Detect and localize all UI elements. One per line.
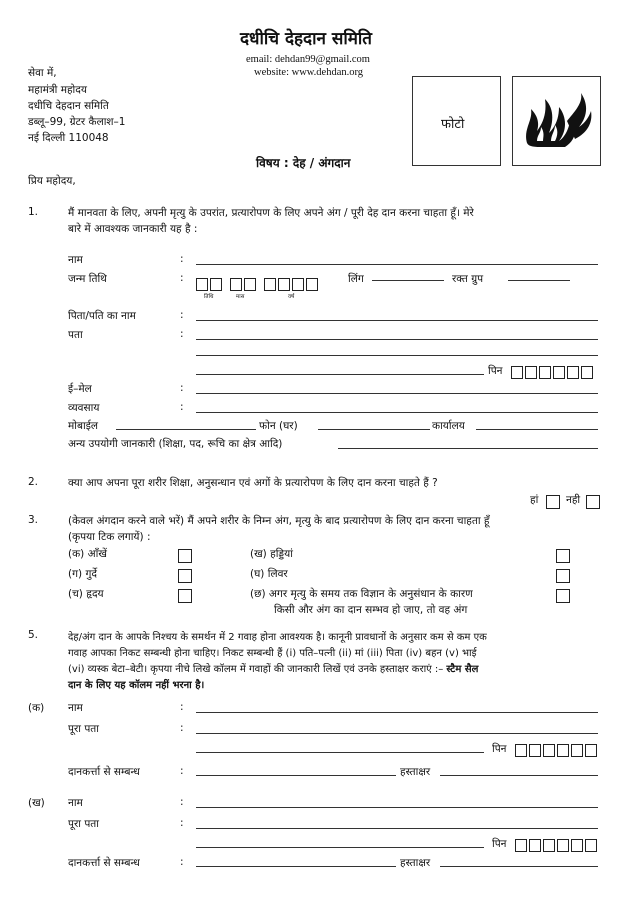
section-5-line-1: देह/अंग दान के आपके निश्चय के समर्थन में 2 गवाह होना आवश्यक है। कानूनी प्रावधानों के अनुसार कम से कम एक	[68, 632, 487, 643]
label-blood-group: रक्त ग्रुप	[452, 273, 484, 285]
pin-box[interactable]	[581, 366, 593, 379]
witness-2-relation-label: दानकर्त्ता से सम्बन्ध	[68, 857, 140, 869]
colon: :	[180, 401, 184, 413]
label-father-husband: पिता/पति का नाम	[68, 310, 136, 322]
label-phone-home: फोन (घर)	[259, 420, 298, 432]
dob-month-box[interactable]	[244, 278, 256, 291]
mobile-field[interactable]	[116, 429, 256, 430]
gender-field[interactable]	[372, 280, 444, 281]
label-email: ई–मेल	[68, 383, 92, 395]
dob-month-caption: मास	[236, 294, 245, 300]
salutation: प्रिय महोदय,	[28, 175, 76, 187]
occupation-field[interactable]	[196, 412, 598, 413]
colon: :	[180, 701, 184, 713]
pin-box[interactable]	[571, 839, 583, 852]
witness-1-relation-label: दानकर्त्ता से सम्बन्ध	[68, 766, 140, 778]
colon: :	[180, 796, 184, 808]
label-pin: पिन	[488, 365, 503, 377]
label-no: नही	[566, 494, 581, 506]
witness-1-signature-label: हस्ताक्षर	[400, 766, 431, 778]
phone-home-field[interactable]	[318, 429, 430, 430]
org-title: दधीचि देहदान समिति	[240, 29, 372, 49]
organ-bones-label: (ख) हड्डियां	[250, 548, 293, 560]
father-name-field[interactable]	[196, 320, 598, 321]
witness-2-address-field-2[interactable]	[196, 847, 484, 848]
colon: :	[180, 382, 184, 394]
photo-label: फोटो	[441, 117, 465, 132]
label-office: कार्यालय	[432, 420, 465, 432]
section-5-line-3-text: (vi) व्यस्क बेटा–बेटी। कृपया नीचे लिखे कॉलम में गवाहों की जानकारी लिखें एवं उनके हस्ताक्षर कराएं :–	[68, 664, 447, 675]
pin-box[interactable]	[543, 744, 555, 757]
org-website: website: www.dehdan.org	[254, 67, 364, 78]
section-3-text-1: (केवल अंगदान करने वाले भरें) मैं अपने शरीर के निम्न अंग, मृत्यु के बाद प्रत्यारोपण के लिए दान करना चाहता हूँ	[68, 515, 490, 527]
section-2-number: 2.	[28, 476, 39, 488]
section-1-text-1: मैं मानवता के लिए, अपनी मृत्यु के उपरांत, प्रत्यारोपण के लिए अपने अंग / पूरी देह दान करना चाहता हूँ। मेरे	[68, 207, 474, 219]
address-line-3: दधीचि देहदान समिति	[28, 100, 109, 112]
pin-box[interactable]	[539, 366, 551, 379]
witness-1-signature-field[interactable]	[440, 775, 598, 776]
label-yes: हां	[530, 494, 539, 506]
pin-box[interactable]	[567, 366, 579, 379]
witness-1-name-label: नाम	[68, 702, 83, 714]
pin-box[interactable]	[525, 366, 537, 379]
email-field[interactable]	[196, 393, 598, 394]
colon: :	[180, 817, 184, 829]
witness-1-relation-field[interactable]	[196, 775, 396, 776]
section-5-line-3	[68, 661, 478, 675]
label-occupation: व्यवसाय	[68, 402, 100, 414]
section-5-number: 5.	[28, 629, 39, 641]
section-3-text-2: (कृपया टिक लगायें) :	[68, 531, 151, 543]
photo-box[interactable]	[412, 76, 501, 166]
colon: :	[180, 765, 184, 777]
witness-1-address-field-1[interactable]	[196, 733, 598, 734]
organ-bones-checkbox[interactable]	[556, 549, 570, 563]
logo-box	[512, 76, 601, 166]
dob-day-box[interactable]	[196, 278, 208, 291]
pin-box[interactable]	[529, 744, 541, 757]
witness-2-signature-field[interactable]	[440, 866, 598, 867]
name-field[interactable]	[196, 264, 598, 265]
label-name: नाम	[68, 254, 83, 266]
section-5-line-4: दान के लिए यह कॉलम नहीं भरना है।	[68, 680, 205, 691]
witness-1-address-field-2[interactable]	[196, 752, 484, 753]
section-5-line-2: गवाह आपका निकट सम्बन्धी होना चाहिए। निकट सम्बन्धी हैं (i) पति–पत्नी (ii) मां (iii) पिता (iv) बहन (v) भाई	[68, 648, 477, 659]
dob-day-caption: तिथि	[204, 294, 214, 300]
other-info-field[interactable]	[338, 448, 598, 449]
no-checkbox[interactable]	[586, 495, 600, 509]
witness-2-pin-label: पिन	[492, 838, 507, 850]
address-field-3[interactable]	[196, 374, 484, 375]
dob-year-box[interactable]	[292, 278, 304, 291]
section-1-text-2: बारे में आवश्यक जानकारी यह है :	[68, 223, 198, 235]
dob-year-caption: वर्ष	[288, 294, 295, 300]
label-other-info: अन्य उपयोगी जानकारी (शिक्षा, पद, रूचि का क्षेत्र आदि)	[68, 438, 283, 450]
pin-box[interactable]	[529, 839, 541, 852]
witness-2-name-label: नाम	[68, 797, 83, 809]
colon: :	[180, 722, 184, 734]
section-5-line-3-bold: स्टैम सैल	[446, 664, 479, 675]
witness-2-address-field-1[interactable]	[196, 828, 598, 829]
organ-other-label-2: किसी और अंग का दान सम्भव हो जाए, तो वह अंग	[274, 604, 468, 616]
label-gender: लिंग	[348, 273, 364, 285]
pin-box[interactable]	[543, 839, 555, 852]
address-line-2: महामंत्री महोदय	[28, 84, 87, 96]
colon: :	[180, 328, 184, 340]
dob-year-box[interactable]	[278, 278, 290, 291]
section-2-text: क्या आप अपना पूरा शरीर शिक्षा, अनुसन्धान एवं अगों के प्रत्यारोपण के लिए दान करना चाहते हैं ?	[68, 477, 438, 489]
organ-kidneys-label: (ग) गुर्दे	[68, 568, 97, 580]
witness-2-name-field[interactable]	[196, 807, 598, 808]
organ-heart-label: (च) हृदय	[68, 588, 104, 600]
pin-box[interactable]	[515, 744, 527, 757]
address-line-4: डब्लू–99, ग्रेटर कैलाश–1	[28, 116, 126, 128]
dob-year-box[interactable]	[264, 278, 276, 291]
address-field-2[interactable]	[196, 355, 598, 356]
label-address: पता	[68, 329, 83, 341]
flame-icon	[513, 77, 600, 165]
address-line-1: सेवा में,	[28, 67, 57, 79]
section-1-number: 1.	[28, 206, 39, 218]
colon: :	[180, 253, 184, 265]
subject-line: विषय : देह / अंगदान	[256, 156, 351, 170]
witness-2-signature-label: हस्ताक्षर	[400, 857, 431, 869]
section-3-number: 3.	[28, 514, 39, 526]
pin-box[interactable]	[557, 744, 569, 757]
colon: :	[180, 856, 184, 868]
org-email: email: dehdan99@gmail.com	[246, 54, 370, 65]
witness-2-relation-field[interactable]	[196, 866, 396, 867]
witness-1-pin-label: पिन	[492, 743, 507, 755]
colon: :	[180, 309, 184, 321]
witness-1-name-field[interactable]	[196, 712, 598, 713]
organ-heart-checkbox[interactable]	[178, 589, 192, 603]
witness-1-address-label: पूरा पता	[68, 723, 99, 735]
pin-box[interactable]	[585, 744, 597, 757]
organ-liver-checkbox[interactable]	[556, 569, 570, 583]
witness-2-address-label: पूरा पता	[68, 818, 99, 830]
pin-box[interactable]	[571, 744, 583, 757]
blood-group-field[interactable]	[508, 280, 570, 281]
address-line-5: नई दिल्ली 110048	[28, 132, 109, 144]
label-mobile: मोबाईल	[68, 420, 98, 432]
colon: :	[180, 272, 184, 284]
organ-kidneys-checkbox[interactable]	[178, 569, 192, 583]
dob-day-box[interactable]	[210, 278, 222, 291]
pin-box[interactable]	[515, 839, 527, 852]
pin-box[interactable]	[585, 839, 597, 852]
yes-checkbox[interactable]	[546, 495, 560, 509]
dob-month-box[interactable]	[230, 278, 242, 291]
office-phone-field[interactable]	[476, 429, 598, 430]
witness-1-label: (क)	[28, 702, 45, 714]
label-dob: जन्म तिथि	[68, 273, 107, 285]
organ-other-checkbox[interactable]	[556, 589, 570, 603]
address-field-1[interactable]	[196, 339, 598, 340]
organ-other-label-1: (छ) अगर मृत्यु के समय तक विज्ञान के अनुसंधान के कारण	[250, 588, 473, 600]
dob-year-box[interactable]	[306, 278, 318, 291]
pin-box[interactable]	[553, 366, 565, 379]
organ-eyes-checkbox[interactable]	[178, 549, 192, 563]
witness-2-label: (ख)	[28, 797, 45, 809]
pin-box[interactable]	[511, 366, 523, 379]
organ-eyes-label: (क) आँखें	[68, 548, 107, 560]
organ-liver-label: (घ) लिवर	[250, 568, 288, 580]
pin-box[interactable]	[557, 839, 569, 852]
